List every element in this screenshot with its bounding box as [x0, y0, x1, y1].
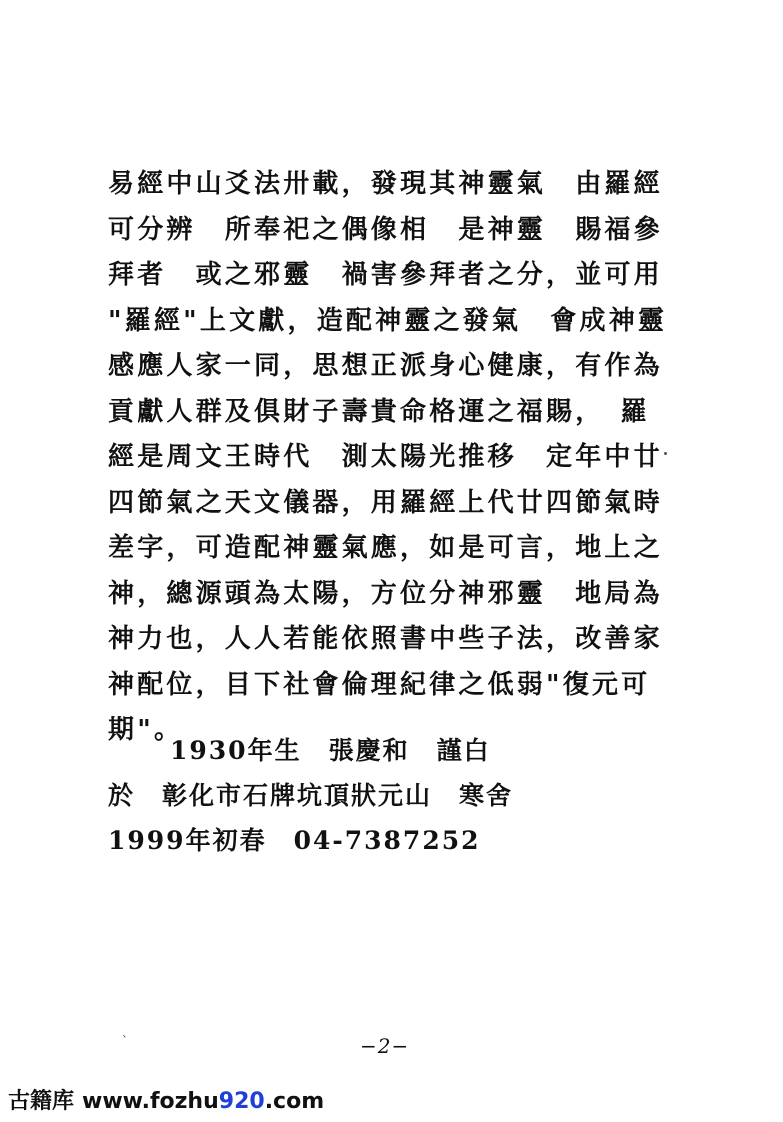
signature-block	[108, 728, 668, 863]
body-line: 易經中山爻法卅載，發現其神靈氣 由羅經	[108, 169, 663, 199]
body-line: 神力也，人人若能依照書中些子法，改善家	[108, 624, 663, 654]
scan-speck	[664, 452, 667, 455]
body-line: 經是周文王時代 測太陽光推移 定年中廿	[108, 442, 663, 472]
body-line: 神，總源頭為太陽，方位分神邪靈 地局為	[108, 578, 663, 609]
body-line: 可分辨 所奉祀之偶像相 是神靈 賜福參	[108, 214, 663, 245]
watermark-url-part2: 920	[218, 1089, 265, 1114]
body-line: 貢獻人群及俱財子壽貴命格運之福賜， 羅	[108, 396, 650, 427]
body-text	[108, 162, 668, 754]
watermark	[8, 1084, 324, 1115]
body-line: 期"。	[108, 715, 184, 745]
body-line: 拜者 或之邪靈 禍害參拜者之分，並可用	[108, 260, 663, 290]
body-line: 差字，可造配神靈氣應，如是可言，地上之	[108, 533, 663, 563]
page-number: −2−	[360, 1034, 410, 1058]
body-line: "羅經"上文獻，造配神靈之發氣 會成神靈	[108, 305, 668, 336]
watermark-url-part3: .com	[264, 1089, 325, 1114]
body-line: 四節氣之天文儀器，用羅經上代廿四節氣時	[108, 487, 663, 518]
body-line: 感應人家一同，思想正派身心健康，有作為	[108, 351, 663, 381]
author-line: 1930年生 張慶和 謹白	[170, 736, 491, 765]
stray-mark: `	[122, 1034, 128, 1048]
watermark-url-part1: www.fozhu	[82, 1089, 219, 1114]
body-line: 神配位，目下社會倫理紀律之低弱"復元可	[108, 669, 651, 700]
watermark-chinese: 古籍库	[8, 1089, 75, 1114]
place-line: 於 彰化市石牌坑頂狀元山 寒舍	[108, 781, 514, 810]
date-phone-line: 1999年初春 04-7387252	[108, 826, 481, 855]
